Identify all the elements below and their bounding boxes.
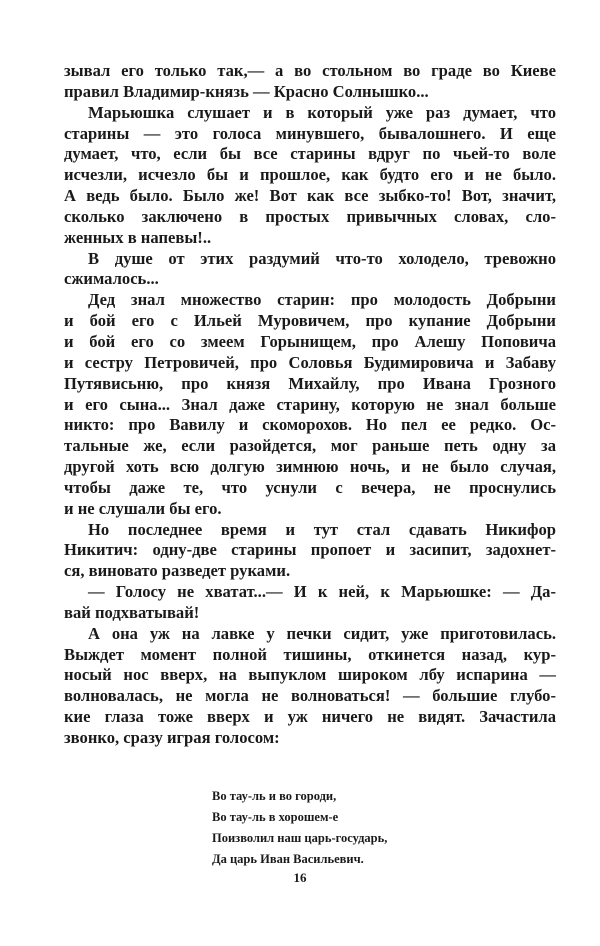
text-line: исчезли, исчезло бы и прошлое, как будто его и не было. xyxy=(64,165,556,185)
text-line: звонко, сразу играя голосом: xyxy=(64,728,280,747)
poem-line: Во тау-ль и во городи, xyxy=(212,789,337,803)
text-line: сколько заключено в простых привычных словах, сло- xyxy=(64,206,556,226)
text-line: носый нос вверх, на выпуклом широком лбу испарина — xyxy=(64,665,556,685)
text-line: вай подхватывай! xyxy=(64,602,200,622)
poem-line: Во тау-ль в хорошем-е xyxy=(212,810,339,824)
body-text xyxy=(64,61,556,749)
text-line: и бой его с Ильей Муровичем, про купание Добрыни xyxy=(64,311,556,331)
paragraph xyxy=(64,520,556,583)
text-line: Выждет момент полной тишины, откинется назад, кур- xyxy=(64,644,556,664)
text-line: Никитич: одну-две старины пропоет и засипит, задохнет- xyxy=(64,540,556,560)
text-line: ся, виновато разведет руками. xyxy=(64,561,291,581)
poem-line: Поизволил наш царь-государь, xyxy=(212,831,388,845)
text-line: и сестру Петровичей, про Соловья Будимировича и Забаву xyxy=(64,352,556,372)
text-line: старины — это голоса минувшего, бывалошнего. И еще xyxy=(64,123,556,143)
text-line: тальные же, если разойдется, мог раньше петь одну за xyxy=(64,436,556,456)
text-line: правил Владимир-князь — Красно Солнышко... xyxy=(64,81,429,101)
text-line: сжималось... xyxy=(64,269,159,289)
text-line: Дед знал множество старин: про молодость Добрыни xyxy=(88,290,556,310)
text-line: никто: про Вавилу и скоморохов. Но пел ее редко. Ос- xyxy=(64,415,556,435)
paragraph xyxy=(64,61,556,103)
text-line: кие глаза тоже вверх и уж ничего не видят. Зачастила xyxy=(64,707,556,727)
paragraph xyxy=(64,249,556,291)
poem-verse xyxy=(212,786,387,870)
text-line: чтобы даже те, что уснули с вечера, не проснулись xyxy=(64,477,556,497)
text-line: Путявисьню, про князя Михайлу, про Ивана Грозного xyxy=(64,373,556,393)
text-line: и его сына... Знал даже старину, которую не знал больше xyxy=(64,394,556,414)
text-line: В душе от этих раздумий что-то холодело, тревожно xyxy=(88,248,556,268)
text-line: волновалась, не могла не волноваться! — большие глубо- xyxy=(64,686,556,706)
paragraph xyxy=(64,103,556,249)
poem-line: Да царь Иван Васильевич. xyxy=(212,852,364,866)
text-line: и бой его со змеем Горынищем, про Алешу Поповича xyxy=(64,331,556,351)
paragraph xyxy=(64,582,556,624)
text-line: А ведь было. Было же! Вот как все зыбко-то! Вот, значит, xyxy=(64,186,556,206)
page-number: 16 xyxy=(293,870,307,885)
text-line: думает, что, если бы все старины вдруг по чьей-то воле xyxy=(64,144,556,164)
text-line: — Голосу не хватат...— И к ней, к Марьюшке: — Да- xyxy=(88,582,556,602)
paragraph xyxy=(64,290,556,519)
text-line: зывал его только так,— а во стольном во граде во Киеве xyxy=(64,61,556,80)
text-line: другой хоть всю долгую зимнюю ночь, и не было случая, xyxy=(64,457,556,477)
paragraph xyxy=(64,624,556,749)
text-line: Марьюшка слушает и в который уже раз думает, что xyxy=(88,102,556,122)
text-line: женных в напевы!.. xyxy=(64,227,212,247)
text-line: и не слушали бы его. xyxy=(64,498,222,518)
text-line: Но последнее время и тут стал сдавать Никифор xyxy=(88,519,556,539)
text-line: А она уж на лавке у печки сидит, уже приготовилась. xyxy=(88,623,556,643)
